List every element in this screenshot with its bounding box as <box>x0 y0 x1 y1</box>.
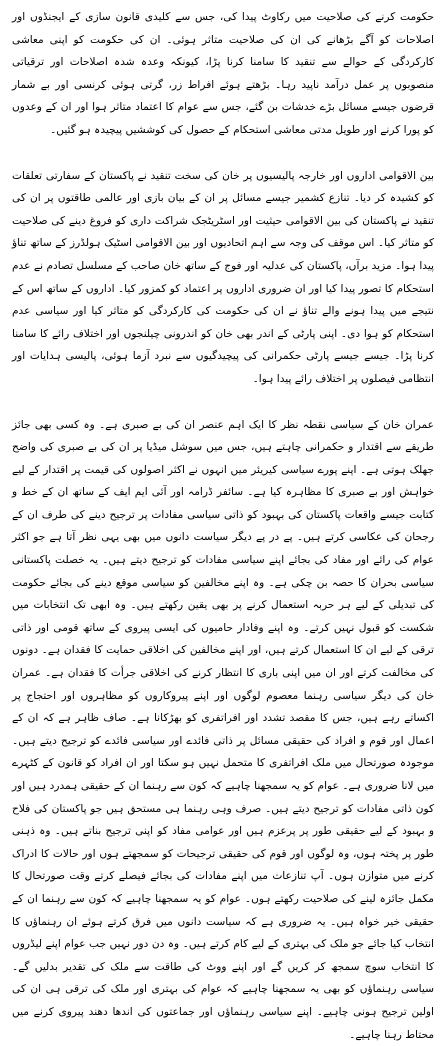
paragraph-spacer <box>12 142 434 165</box>
article-paragraph: عمران خان کے سیاسی نقطہ نظر کا ایک اہم عنصر ان کی بے صبری ہے۔ وہ کسی بھی جائز طریقے سے اقتدار و حکمرانی چاہتے ہیں، جس میں سوشل میڈیا پر ان کی بے صبری کی واضح جھلک ہوتی ہے۔ اپنے پورے سیاسی کیریئر میں انہوں نے اکثر اصولوں کی قیمت پر اقتدار کے لیے خواہش اور بے صبری کا مظاہرہ کیا ہے۔ سائفر ڈرامہ اور آئی ایم ایف کے ساتھ ان کے خط و کتابت جیسے واقعات پاکستان کی بہبود کو ذاتی سیاسی مفادات پر ترجیح دینے کی طرف ان کے رجحان کی عکاسی کرتے ہیں۔ پے در پے دیگر سیاست دانوں میں بھی یہی نظر آتا ہے جو اکثر عوام کی رائے اور مفاد کی بجائے اپنے سیاسی مفادات کو ترجیح دیتے ہیں۔ یہ خصلت پاکستانی سیاسی بحران کا حصہ بن چکی ہے۔ وہ اپنے مخالفین کو سیاسی موقع دینے کی بجائے حکومت کی تبدیلی کے لیے ہر حربہ استعمال کرنے پر بھی یقین رکھتے ہیں۔ وہ ابھی تک انتخابات میں شکست کو قبول نہیں کرتے۔ وہ اپنے وفادار حامیوں کی ایسی پیروی کے ساتھ قومی اور ذاتی ترقی کے لیے ان کا استعمال کرتے ہیں، اور اپنے مخالفین کی اخلاقی حمایت کا فقدان ہے۔ دونوں کی مخالفت کرتے اور ان میں اپنی باری کا انتظار کرنے کی اخلاقی جرأت کا فقدان ہے۔ عمران خان کی دیگر سیاسی رہنما معصوم لوگوں اور اپنے پیروکاروں کو مظاہروں اور احتجاج پر اکساتے رہے ہیں، جس کا مقصد تشدد اور افراتفری کو بھڑکانا ہے۔ صاف ظاہر ہے کہ ان کے اعمال اور قوم و افراد کی حقیقی مسائل پر ذاتی فائدے اور سیاسی فائدے کو ترجیح دیتے ہیں۔ موجودہ صورتحال میں ملک افراتفری کا متحمل نہیں ہو سکتا اور ان افراد کو قانون کے کٹہرے میں لانا ضروری ہے۔ عوام کو یہ سمجھنا چاہیے کہ کون سے رہنما ان کے حقیقی ہمدرد ہیں اور کون ذاتی مفادات کو ترجیح دیتے ہیں۔ صرف وہی رہنما ہی مستحق ہیں جو پاکستان کی فلاح و بہبود کے لیے حقیقی طور پر پرعزم ہیں اور عوامی مفاد کو اپنی ترجیح بناتے ہیں۔ وہ ذہنی طور پر پختہ ہوں، وہ لوگوں اور قوم کی حقیقی ترجیحات کو سمجھتے ہوں اور حالات کا ادراک کرنے میں متوازن ہوں۔ آپ تنازعات میں اپنے مفادات کی بجائے فیصلے کرتے وقت صورتحال کا مکمل جائزہ لینے کی صلاحیت رکھتے ہوں۔ عوام کو یہ سمجھنا چاہیے کہ کون سے رہنما ان کے حقیقی خیر خواہ ہیں۔ یہ ضروری ہے کہ سیاست دانوں میں فرق کرتے ہوئے ان رہنماؤں کا انتخاب کیا جائے جو ملک کی بہتری کے لیے کام کرتے ہیں۔ وہ دن دور نہیں جب عوام اپنے لیڈروں کا انتخاب سوچ سمجھ کر کریں گے اور اپنے ووٹ کی طاقت سے ملک کی تقدیر بدلیں گے۔ سیاسی رہنماؤں کو بھی یہ سمجھنا چاہیے کہ عوام کی بہتری اور ملک کی ترقی ہی ان کی اولین ترجیح ہونی چاہیے۔ اپنے سیاسی رہنماؤں اور جماعتوں کی اندھا دھند پیروی کرنے میں محتاط رہنا چاہیے۔ <box>12 414 434 1046</box>
article-paragraph: بین الاقوامی اداروں اور خارجہ پالیسیوں پر خان کی سخت تنقید نے پاکستان کے سفارتی تعلقات کو کشیدہ کر دیا۔ تنازع کشمیر جیسے مسائل پر ان کے بیان بازی اور عالمی طاقتوں پر ان کی تنقید نے پاکستان کی بین الاقوامی حیثیت اور اسٹریٹجک شراکت داری کو فروغ دینے کی صلاحیت کو متاثر کیا۔ اس موقف کی وجہ سے اہم اتحادیوں اور بین الاقوامی اسٹیک ہولڈرز کے ساتھ تناؤ پیدا ہوا۔ مزید برآں، پاکستان کی عدلیہ اور فوج کے ساتھ خان صاحب کے مسلسل تصادم نے عدم استحکام کا تصور پیدا کیا اور ان ضروری اداروں پر اعتماد کو کمزور کیا۔ اداروں کے ساتھ اس کے نتیجے میں پیدا ہونے والے تناؤ نے ان کی حکومت کی کارکردگی کو متاثر کیا اور سیاسی عدم استحکام کو ہوا دی۔ اپنی پارٹی کے اندر بھی خان کو اندرونی چیلنجوں اور اختلاف رائے کا سامنا کرنا پڑا۔ جیسے جیسے پارٹی حکمرانی کی پیچیدگیوں سے نبرد آزما ہوئی، پالیسی ہدایات اور انتظامی فیصلوں پر اختلاف رائے پیدا ہوا۔ <box>12 165 434 391</box>
article-paragraph: حکومت کرنے کی صلاحیت میں رکاوٹ پیدا کی، جس سے کلیدی قانون سازی کے ایجنڈوں اور اصلاحات کو آگے بڑھانے کی ان کی صلاحیت متاثر ہوئی۔ ان کی حکومت کو اپنی معاشی کارکردگی کے حوالے سے تنقید کا سامنا کرنا پڑا، کیونکہ وعدہ شدہ اصلاحات اور ترقیاتی منصوبوں پر عمل درآمد ناپید رہا۔ بڑھتے ہوئے افراط زر، گرتی ہوئی کرنسی اور بے شمار قرضوں جیسے مسائل بڑے خدشات بن گئے، جس سے عوام کا اعتماد متاثر ہوا اور ان کے وعدوں کو پورا کرنے اور طویل مدتی معاشی استحکام کے حصول کی کوششیں پیچیدہ ہو گئیں۔ <box>12 6 434 142</box>
paragraph-spacer <box>12 391 434 414</box>
